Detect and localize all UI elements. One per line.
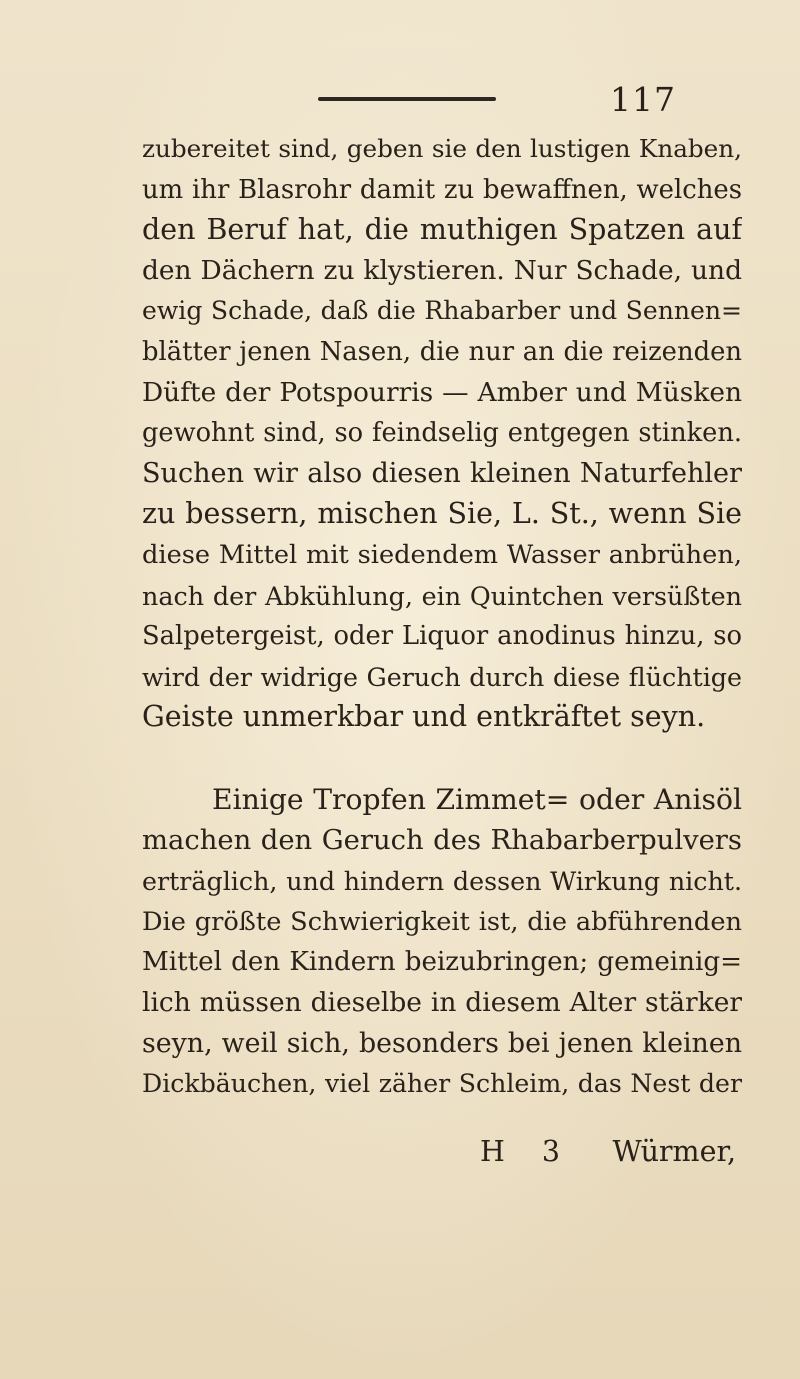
paragraph-2: [142, 780, 742, 1105]
text-line: nach der Abkühlung, ein Quintchen versüßten: [142, 580, 742, 611]
text-line: wird der widrige Geruch durch diese flüchtige: [142, 661, 742, 692]
page-footer: [142, 1131, 742, 1172]
header-rule: [318, 97, 496, 101]
text-line: Düfte der Potspourris — Amber und Müsken: [142, 376, 742, 408]
text-line: blätter jenen Nasen, die nur an die reizenden: [142, 336, 742, 367]
text-line: Einige Tropfen Zimmet= oder Anisöl: [212, 783, 742, 816]
text-line: den Dächern zu klystieren. Nur Schade, und: [142, 254, 742, 286]
text-line: erträglich, und hindern dessen Wirkung nicht.: [142, 866, 742, 897]
text-line: Dickbäuchen, viel zäher Schleim, das Nest der: [142, 1069, 742, 1099]
text-line: seyn, weil sich, besonders bei jenen kleinen: [142, 1027, 742, 1059]
text-line: Salpetergeist, oder Liquor anodinus hinzu, so: [142, 621, 742, 652]
text-line: Geiste unmerkbar und entkräftet seyn.: [142, 700, 706, 734]
text-line: um ihr Blasrohr damit zu bewaffnen, welches: [142, 174, 742, 205]
text-line: zubereitet sind, geben sie den lustigen Knaben,: [142, 134, 742, 163]
catchword: Würmer,: [612, 1135, 736, 1168]
text-line: gewohnt sind, so feindselig entgegen stinken.: [142, 418, 742, 449]
paragraph-1: [142, 129, 742, 738]
text-line: diese Mittel mit siedendem Wasser anbrühen,: [142, 539, 742, 570]
text-line: den Beruf hat, die muthigen Spatzen auf: [142, 213, 742, 247]
text-line: lich müssen dieselbe in diesem Alter stärker: [142, 986, 742, 1018]
text-line: Die größte Schwierigkeit ist, die abführenden: [142, 906, 742, 937]
text-line: ewig Schade, daß die Rhabarber und Sennen=: [142, 296, 742, 326]
page-number: 117: [610, 80, 676, 119]
text-line: Suchen wir also diesen kleinen Naturfehler: [142, 457, 742, 489]
text-line: zu bessern, mischen Sie, L. St., wenn Sie: [142, 497, 742, 531]
text-line: Mittel den Kindern beizubringen; gemeinig=: [142, 947, 742, 978]
signature-mark: H 3: [480, 1135, 575, 1168]
text-line: machen den Geruch des Rhabarberpulvers: [142, 824, 742, 856]
